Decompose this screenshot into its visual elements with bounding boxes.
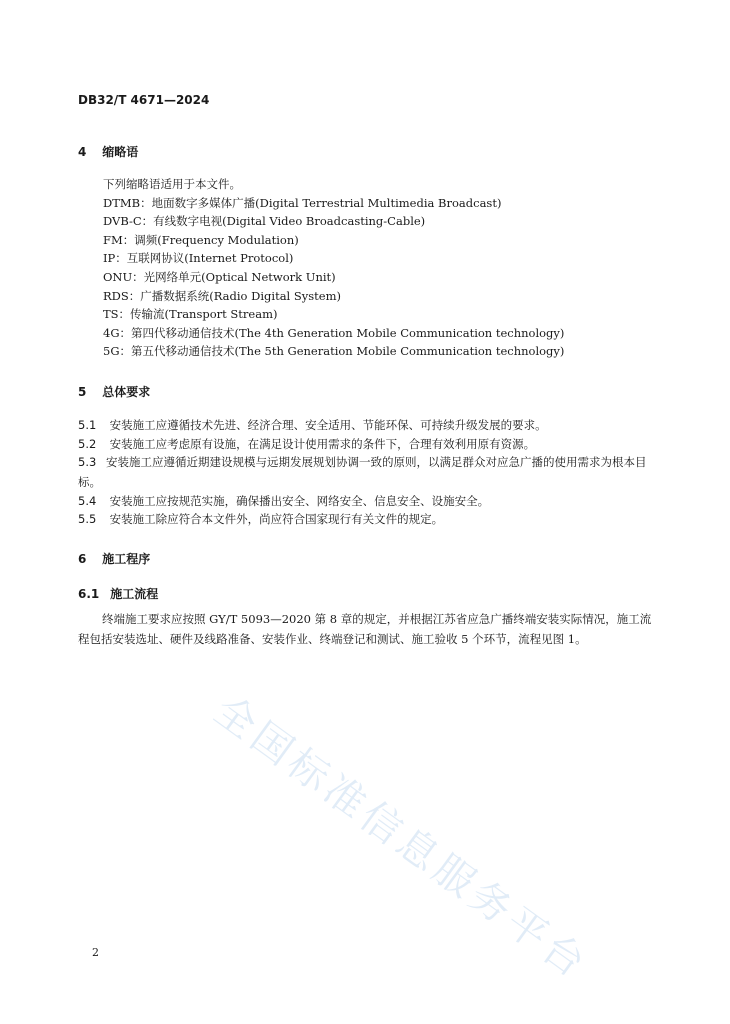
section-number: 4 bbox=[78, 145, 87, 159]
paragraph-text: 终端施工要求应按照 GY/T 5093—2020 第 8 章的规定，并根据江苏省应急广播终端安装实际情况，施工流程包括安装选址、硬件及线路准备、安装作业、终端登记和测试、施工验收 5 个环节，流程见图 1。 bbox=[78, 612, 652, 646]
clause-number: 5.3 bbox=[78, 455, 97, 469]
subsection-title: 施工流程 bbox=[110, 587, 159, 601]
section-number: 5 bbox=[78, 385, 87, 399]
section-5-heading bbox=[78, 383, 150, 400]
subsection-number: 6.1 bbox=[78, 587, 100, 601]
abbreviation-intro: 下列缩略语适用于本文件。 bbox=[103, 177, 241, 191]
abbreviation-item: RDS：广播数据系统(Radio Digital System) bbox=[103, 289, 341, 303]
section-title: 缩略语 bbox=[102, 145, 139, 159]
subsection-6-1-heading bbox=[78, 585, 158, 602]
clause-number: 5.1 bbox=[78, 418, 97, 432]
clause-text: 安装施工应考虑原有设施，在满足设计使用需求的条件下，合理有效利用原有资源。 bbox=[109, 437, 536, 451]
clause-text: 安装施工应遵循技术先进、经济合理、安全适用、节能环保、可持续升级发展的要求。 bbox=[109, 418, 547, 432]
abbreviation-item: ONU：光网络单元(Optical Network Unit) bbox=[103, 270, 336, 284]
document-code: DB32/T 4671—2024 bbox=[78, 93, 210, 107]
section-number: 6 bbox=[78, 552, 87, 566]
abbreviation-item: DTMB：地面数字多媒体广播(Digital Terrestrial Multimedia Broadcast) bbox=[103, 196, 502, 210]
abbreviation-item: 5G：第五代移动通信技术(The 5th Generation Mobile Communication technology) bbox=[103, 344, 565, 358]
section-4-heading bbox=[78, 143, 138, 160]
clause-number: 5.2 bbox=[78, 437, 97, 451]
clause-text: 安装施工除应符合本文件外，尚应符合国家现行有关文件的规定。 bbox=[109, 512, 444, 526]
abbreviation-item: FM：调频(Frequency Modulation) bbox=[103, 233, 299, 247]
clause-5-4 bbox=[78, 493, 489, 509]
body-paragraph bbox=[78, 609, 658, 649]
clause-5-1 bbox=[78, 417, 547, 433]
section-title: 总体要求 bbox=[102, 385, 151, 399]
abbreviation-item: 4G：第四代移动通信技术(The 4th Generation Mobile Communication technology) bbox=[103, 326, 565, 340]
abbreviation-item: DVB-C：有线数字电视(Digital Video Broadcasting-Cable) bbox=[103, 214, 426, 228]
section-title: 施工程序 bbox=[102, 552, 151, 566]
clause-5-3 bbox=[78, 452, 660, 492]
clause-5-5 bbox=[78, 511, 443, 527]
clause-text: 安装施工应按规范实施，确保播出安全、网络安全、信息安全、设施安全。 bbox=[109, 494, 490, 508]
watermark: 全国标准信息服务平台 bbox=[205, 687, 597, 989]
clause-number: 5.4 bbox=[78, 494, 97, 508]
clause-5-2 bbox=[78, 436, 535, 452]
abbreviation-item: IP：互联网协议(Internet Protocol) bbox=[103, 251, 294, 265]
abbreviation-item: TS：传输流(Transport Stream) bbox=[103, 307, 278, 321]
page-number: 2 bbox=[92, 946, 99, 959]
clause-text: 安装施工应遵循近期建设规模与远期发展规划协调一致的原则，以满足群众对应急广播的使用需求为根本目标。 bbox=[78, 455, 647, 489]
clause-number: 5.5 bbox=[78, 512, 97, 526]
section-6-heading bbox=[78, 550, 150, 567]
